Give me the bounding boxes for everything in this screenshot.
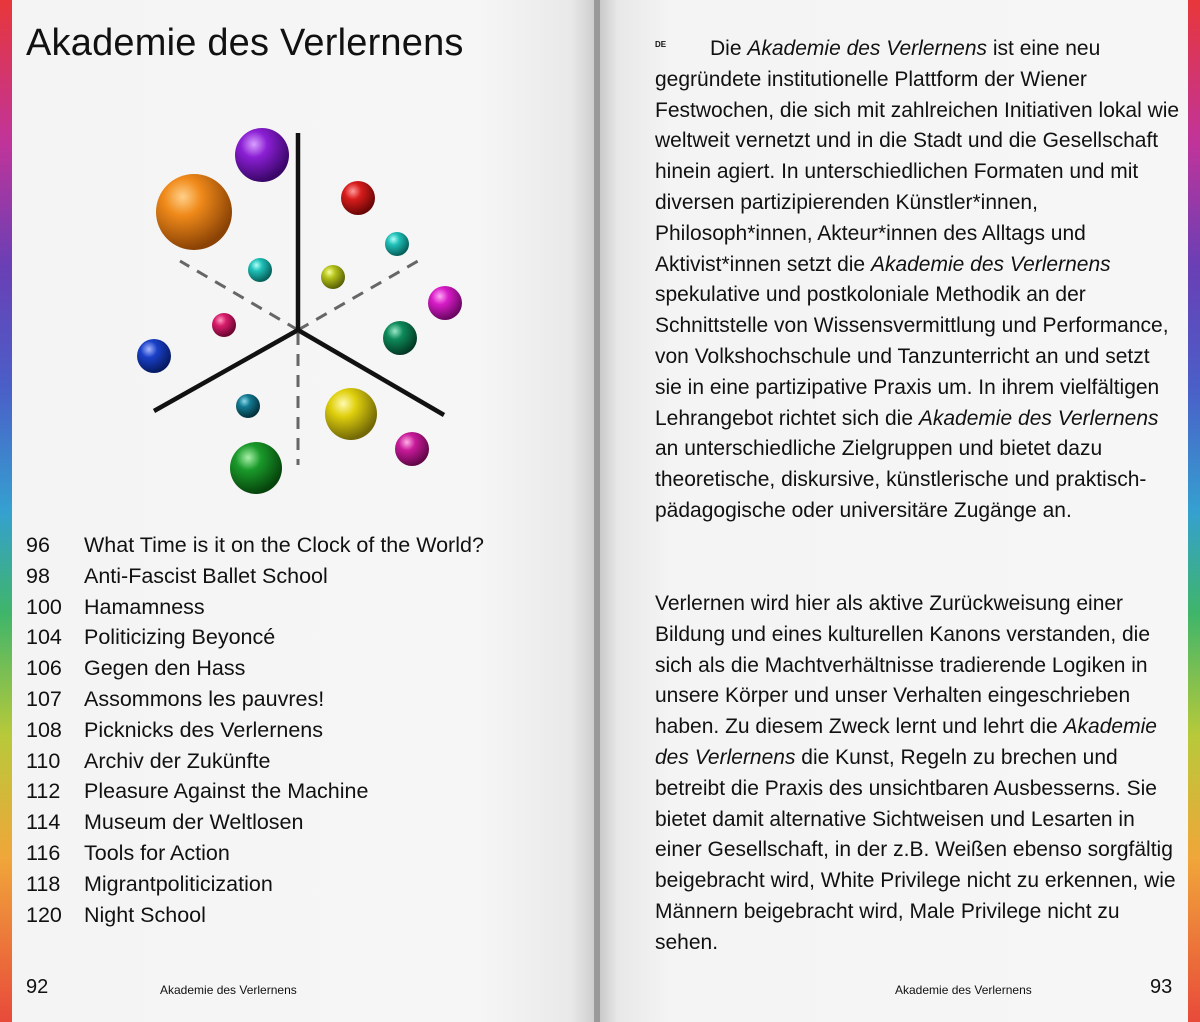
sphere (383, 321, 417, 355)
paragraph-1 (655, 34, 1180, 527)
toc-item (26, 776, 586, 807)
toc-page-number: 110 (26, 748, 61, 773)
text-run: an unterschiedliche Zielgruppen und bietet dazu theoretische, diskursive, künstlerische und praktisch-pädagogische oder universitäre Zugänge an. (655, 437, 1147, 522)
toc-item (26, 622, 586, 653)
toc-item (26, 592, 586, 623)
toc-page-number: 107 (26, 686, 62, 711)
paragraph-2 (655, 589, 1180, 959)
toc-item (26, 838, 586, 869)
toc-title: Migrantpoliticization (84, 871, 273, 896)
sphere (395, 432, 429, 466)
toc-title: Anti-Fascist Ballet School (84, 563, 328, 588)
text-run-italic: Akademie des Verlernens (655, 715, 1157, 769)
toc-item (26, 900, 586, 931)
sphere (156, 174, 232, 250)
sphere (385, 232, 409, 256)
toc-item (26, 561, 586, 592)
text-run: Verlernen wird hier als aktive Zurückweisung einer Bildung und eines kulturellen Kanons verstanden, die sich als die Machtverhältnisse tradierende Logiken in unsere Körper und unser Verhalten eingeschrieben haben. Zu diesem Zweck lernt und lehrt die (655, 592, 1151, 739)
rainbow-edge-left (0, 0, 12, 1022)
text-run: ist eine neu gegründete institutionelle Plattform der Wiener Festwochen, die sich mit zahlreichen Initiativen lokal wie weltweit vernetzt und in die Stadt und die Gesellschaft hinein agiert. In unterschiedlichen Formaten und mit diversen partizipierenden Künstler*innen, Philosoph*innen, Akteur*innen des Alltags und Aktivist*innen setzt die (655, 37, 1180, 276)
right-page (600, 0, 1188, 1022)
toc-item (26, 715, 586, 746)
toc-page-number: 112 (26, 779, 61, 804)
toc-title: Gegen den Hass (84, 656, 246, 681)
toc-page-number: 98 (26, 563, 50, 588)
toc-title: Archiv der Zukünfte (84, 748, 271, 773)
toc-page-number: 96 (26, 533, 50, 557)
toc-page-number: 108 (26, 717, 62, 742)
sphere (236, 394, 260, 418)
toc-title: Assommons les pauvres! (84, 686, 325, 711)
sphere (235, 128, 289, 182)
toc-title: Picknicks des Verlernens (84, 717, 323, 742)
page-number-left: 92 (26, 976, 49, 998)
toc-item (26, 869, 586, 900)
text-run: Die (710, 37, 748, 60)
page-title: Akademie des Verlernens (26, 22, 464, 64)
toc-page-number: 100 (26, 594, 62, 619)
sphere (212, 313, 236, 337)
toc-title: What Time is it on the Clock of the World? (84, 533, 484, 557)
text-run: die Kunst, Regeln zu brechen und betreibt die Praxis des unsichtbaren Ausbesserns. Sie bietet damit alternative Sichtweisen und Lesarten in einer Gesellschaft, in der z.B. Weißen ebenso sorgfältig beigebracht wird, White Privilege nicht zu erkennen, wie Männern beigebracht wird, Male Privilege nicht zu sehen. (655, 745, 1176, 954)
text-run: spekulative und postkoloniale Methodik an der Schnittstelle von Wissensvermittlung und Performance, von Volkshochschule und Tanzunterricht an und setzt sie in eine partizipative Praxis um. In ihrem vielfältigen Lehrangebot richtet sich die (655, 283, 1169, 430)
sphere (137, 339, 171, 373)
running-title-right: Akademie des Verlernens (895, 983, 1032, 997)
sphere-diagram (122, 115, 482, 505)
language-tag: DE (655, 40, 667, 49)
sphere (428, 286, 462, 320)
sphere (325, 388, 377, 440)
toc-title: Pleasure Against the Machine (84, 779, 369, 804)
text-run-italic: Akademie des Verlernens (918, 406, 1159, 430)
left-page (12, 0, 594, 1022)
sphere (341, 181, 375, 215)
toc-item (26, 684, 586, 715)
toc-page-number: 106 (26, 656, 62, 681)
toc-item (26, 807, 586, 838)
toc-title: Hamamness (84, 594, 205, 619)
toc-item (26, 746, 586, 777)
running-title-left: Akademie des Verlernens (160, 983, 297, 997)
toc-page-number: 118 (26, 871, 61, 896)
toc-title: Politicizing Beyoncé (84, 625, 276, 650)
sphere (230, 442, 282, 494)
table-of-contents (26, 530, 586, 930)
text-run-italic: Akademie des Verlernens (747, 37, 988, 60)
toc-page-number: 120 (26, 902, 62, 927)
page-number-right: 93 (1150, 976, 1173, 998)
toc-title: Tools for Action (84, 840, 230, 865)
sphere (248, 258, 272, 282)
toc-title: Night School (84, 902, 206, 927)
toc-page-number: 116 (26, 840, 61, 865)
rainbow-edge-right (1188, 0, 1200, 1022)
toc-title: Museum der Weltlosen (84, 810, 304, 835)
sphere (321, 265, 345, 289)
text-run-italic: Akademie des Verlernens (870, 252, 1111, 276)
toc-page-number: 114 (26, 810, 61, 835)
toc-item (26, 530, 586, 561)
toc-item (26, 653, 586, 684)
toc-page-number: 104 (26, 625, 62, 650)
